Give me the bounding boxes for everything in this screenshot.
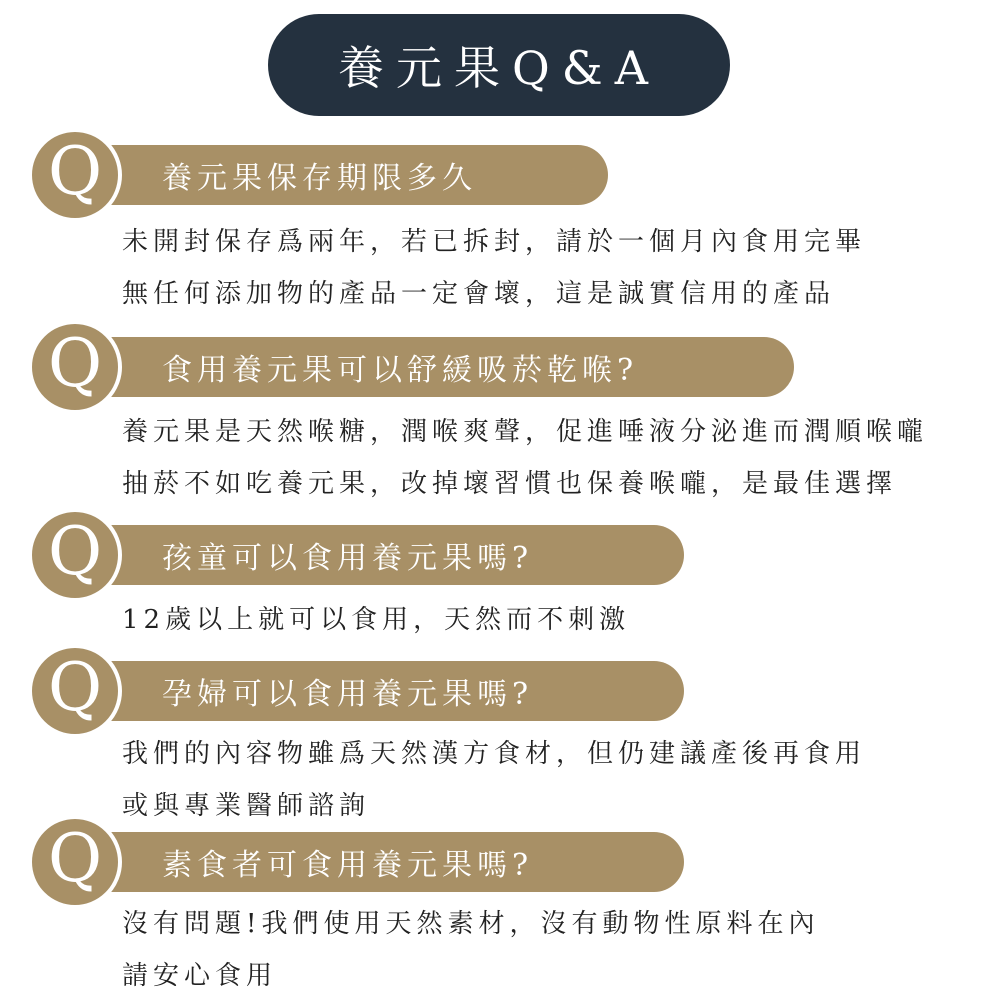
answer-text: [122, 898, 819, 1002]
question-bar: [86, 661, 684, 721]
answer-line: 未開封保存爲兩年，若已拆封，請於一個月內食用完畢: [122, 227, 867, 257]
question-text: 孕婦可以食用養元果嗎?: [162, 677, 534, 712]
answer-text: [122, 406, 928, 510]
answer-line: 我們的內容物雖爲天然漢方食材，但仍建議產後再食用: [122, 739, 867, 769]
answer-line: 或與專業醫師諮詢: [122, 791, 371, 821]
answer-line: 抽菸不如吃養元果，改掉壞習慣也保養喉嚨，是最佳選擇: [122, 469, 898, 499]
answer-line: 無任何添加物的產品一定會壞，這是誠實信用的產品: [122, 279, 836, 309]
answer-line: 養元果是天然喉糖，潤喉爽聲，促進唾液分泌進而潤順喉嚨: [122, 417, 929, 447]
question-bar: [86, 337, 794, 397]
q-icon: Q: [28, 508, 122, 602]
q-icon: Q: [28, 320, 122, 414]
question-text: 孩童可以食用養元果嗎?: [162, 541, 534, 576]
q-icon: Q: [28, 128, 122, 222]
question-bar: [86, 525, 684, 585]
answer-line: 沒有問題!我們使用天然素材，沒有動物性原料在內: [122, 909, 820, 939]
question-bar: [86, 145, 608, 205]
question-text: 養元果保存期限多久: [162, 161, 477, 196]
question-bar: [86, 832, 684, 892]
q-icon: Q: [28, 815, 122, 909]
answer-line: 12歲以上就可以食用，天然而不刺激: [122, 605, 631, 635]
answer-text: [122, 594, 630, 646]
question-text: 食用養元果可以舒緩吸菸乾喉?: [162, 353, 639, 388]
question-text: 素食者可食用養元果嗎?: [162, 848, 534, 883]
title-banner: [268, 14, 730, 116]
q-icon: Q: [28, 644, 122, 738]
page-title: 養元果Q&A: [338, 41, 660, 95]
answer-line: 請安心食用: [122, 961, 278, 991]
answer-text: [122, 728, 866, 832]
answer-text: [122, 216, 866, 320]
